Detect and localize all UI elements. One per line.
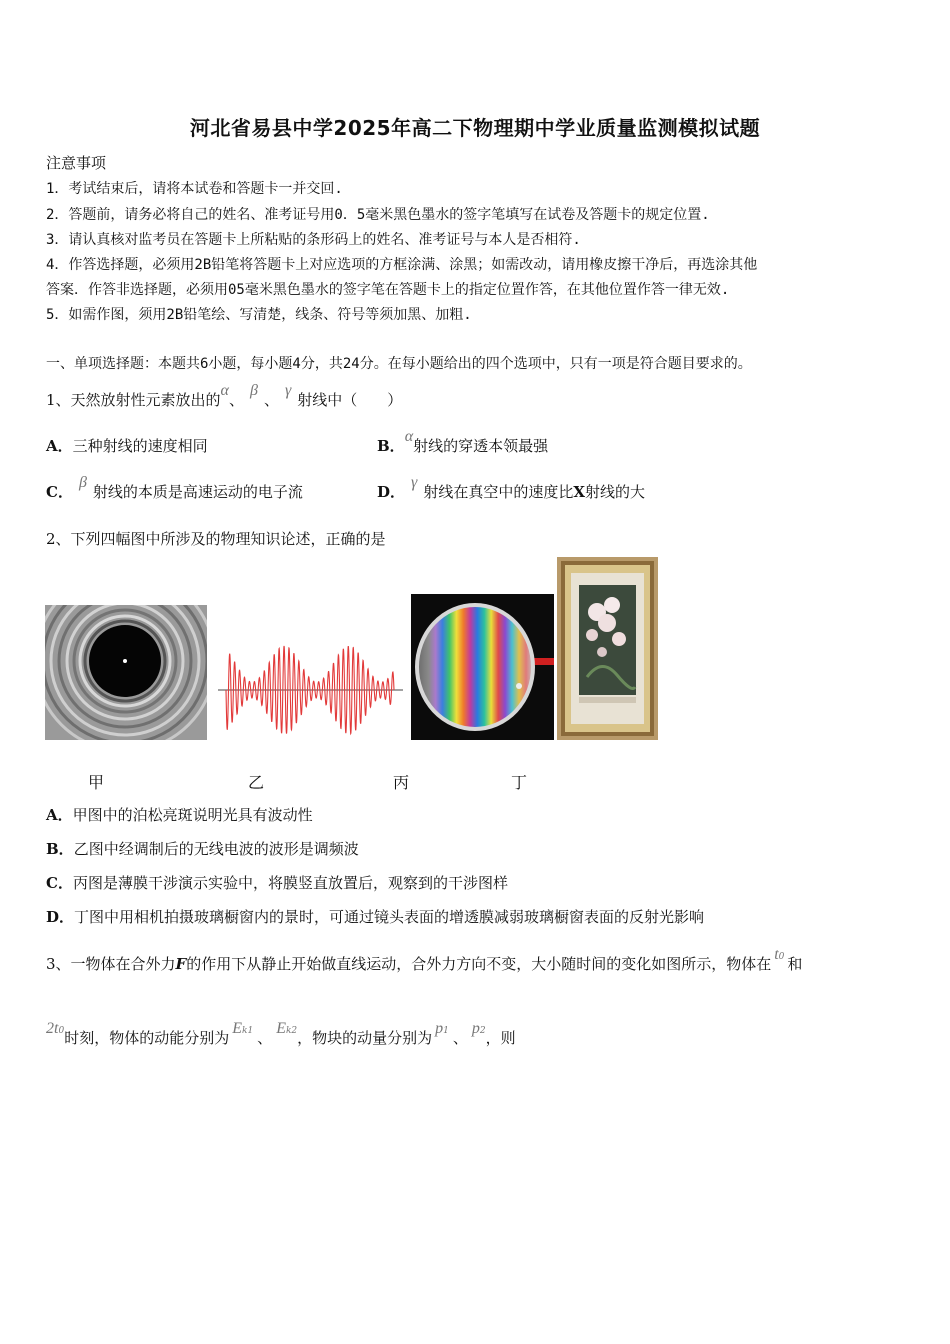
t0-subscript: 0 xyxy=(778,952,785,962)
beta-symbol: β xyxy=(249,382,258,399)
display-window-figure xyxy=(557,557,658,740)
alpha-symbol: α xyxy=(220,382,229,399)
q1-option-c[interactable] xyxy=(46,474,303,502)
p2-subscript: 2 xyxy=(479,1026,486,1036)
gamma-symbol: γ xyxy=(284,382,292,399)
option-text: 射线在真空中的速度比 xyxy=(423,483,574,501)
q3-text-b: 的作用下从静止开始做直线运动，合外力方向不变，大小随时间的变化如图所示，物体在 xyxy=(186,955,772,973)
section-heading: 一、单项选择题：本题共6小题，每小题4分，共24分。在每小题给出的四个选项中，只有一项是符合题目要求的。 xyxy=(46,356,752,372)
option-text: 丁图中用相机拍摄玻璃橱窗内的景时，可通过镜头表面的增透膜减弱玻璃橱窗表面的反射光影响 xyxy=(74,908,705,926)
force-symbol: F xyxy=(175,955,187,973)
option-label: B． xyxy=(46,840,74,858)
q2-option-b[interactable] xyxy=(46,838,359,859)
q3-text-a: 3、一物体在合外力 xyxy=(46,955,176,973)
notice-item-4: 4．作答选择题，必须用2B铅笔将答题卡上对应选项的方框涂满、涂黑；如需改动，请用橡皮擦干净后，再选涂其他 xyxy=(46,257,758,273)
q3-sep2: 、 xyxy=(452,1029,468,1047)
notice-item-3: 3．请认真核对监考员在答题卡上所粘贴的条形码上的姓名、准考证号与本人是否相符. xyxy=(46,232,581,248)
question-1-stem xyxy=(46,382,403,410)
option-label: D． xyxy=(46,908,75,926)
option-text: 甲图中的泊松亮斑说明光具有波动性 xyxy=(72,806,313,824)
ek2-symbol: E xyxy=(276,1020,286,1037)
ek2-subscript: k2 xyxy=(285,1026,298,1036)
question-2-stem: 2、下列四幅图中所涉及的物理知识论述，正确的是 xyxy=(46,530,386,548)
xray-symbol: X xyxy=(573,483,585,501)
q3-sep1: 、 xyxy=(257,1029,273,1047)
beta-symbol: β xyxy=(78,474,87,491)
q1-option-b[interactable] xyxy=(377,428,549,456)
p1-symbol: p xyxy=(435,1020,444,1037)
q3-text-c: 和 xyxy=(787,955,803,973)
q3-text-e: ，物块的动量分别为 xyxy=(297,1029,433,1047)
q1-suffix: 射线中（ ） xyxy=(297,391,403,409)
option-text: 射线的本质是高速运动的电子流 xyxy=(92,483,303,501)
caption-bing: 丙 xyxy=(393,773,410,792)
q3-text-d: 时刻，物体的动能分别为 xyxy=(64,1029,230,1047)
thin-film-figure xyxy=(411,594,554,740)
caption-jia: 甲 xyxy=(88,773,105,792)
option-text: 三种射线的速度相同 xyxy=(72,437,208,455)
q2-option-c[interactable] xyxy=(46,872,508,893)
option-text-tail: 射线的大 xyxy=(584,483,645,501)
option-text: 射线的穿透本领最强 xyxy=(413,437,549,455)
t0-symbol: t xyxy=(774,946,779,963)
ek1-symbol: E xyxy=(232,1020,242,1037)
option-label: C． xyxy=(46,874,73,892)
modulated-wave-figure xyxy=(218,642,403,737)
ek1-subscript: k1 xyxy=(241,1026,254,1036)
q1-prefix: 1、天然放射性元素放出的 xyxy=(46,391,221,409)
q1-option-a[interactable] xyxy=(46,435,208,456)
q2-option-d[interactable] xyxy=(46,906,704,927)
gamma-symbol: γ xyxy=(411,474,418,491)
q1-option-d[interactable] xyxy=(377,474,645,502)
notice-item-1: 1．考试结束后，请将本试卷和答题卡一并交回. xyxy=(46,181,343,197)
two-t0-subscript: 0 xyxy=(58,1026,65,1036)
option-label: D． xyxy=(377,483,406,501)
option-text: 丙图是薄膜干涉演示实验中，将膜竖直放置后，观察到的干涉图样 xyxy=(72,874,508,892)
p1-subscript: 1 xyxy=(443,1026,449,1036)
p2-symbol: p xyxy=(471,1020,480,1037)
notice-heading: 注意事项 xyxy=(46,154,107,172)
option-label: C． xyxy=(46,483,73,501)
q2-option-a[interactable] xyxy=(46,804,313,825)
q1-sep1: 、 xyxy=(228,391,244,409)
option-label: A． xyxy=(46,437,73,455)
poisson-spot-figure xyxy=(45,605,207,740)
caption-ding: 丁 xyxy=(511,773,528,792)
question-3-line-1 xyxy=(46,946,803,974)
option-label: B． xyxy=(377,437,405,455)
option-text: 乙图中经调制后的无线电波的波形是调频波 xyxy=(73,840,359,858)
two-t0-symbol: 2t xyxy=(46,1020,59,1037)
notice-item-5: 5．如需作图，须用2B铅笔绘、写清楚，线条、符号等须加黑、加粗. xyxy=(46,307,472,323)
notice-item-2: 2．答题前，请务必将自己的姓名、准考证号用0．5毫米黑色墨水的签字笔填写在试卷及答题卡的规定位置. xyxy=(46,207,710,223)
notice-item-4-cont: 答案．作答非选择题，必须用05毫米黑色墨水的签字笔在答题卡上的指定位置作答，在其他位置作答一律无效. xyxy=(46,282,730,298)
caption-yi: 乙 xyxy=(248,773,265,792)
page-title: 河北省易县中学2025年高二下物理期中学业质量监测模拟试题 xyxy=(189,116,761,140)
option-label: A． xyxy=(46,806,73,824)
q3-text-f: ，则 xyxy=(485,1029,516,1047)
q1-sep2: 、 xyxy=(263,391,279,409)
question-3-line-2 xyxy=(46,1020,516,1048)
alpha-symbol: α xyxy=(404,428,414,445)
